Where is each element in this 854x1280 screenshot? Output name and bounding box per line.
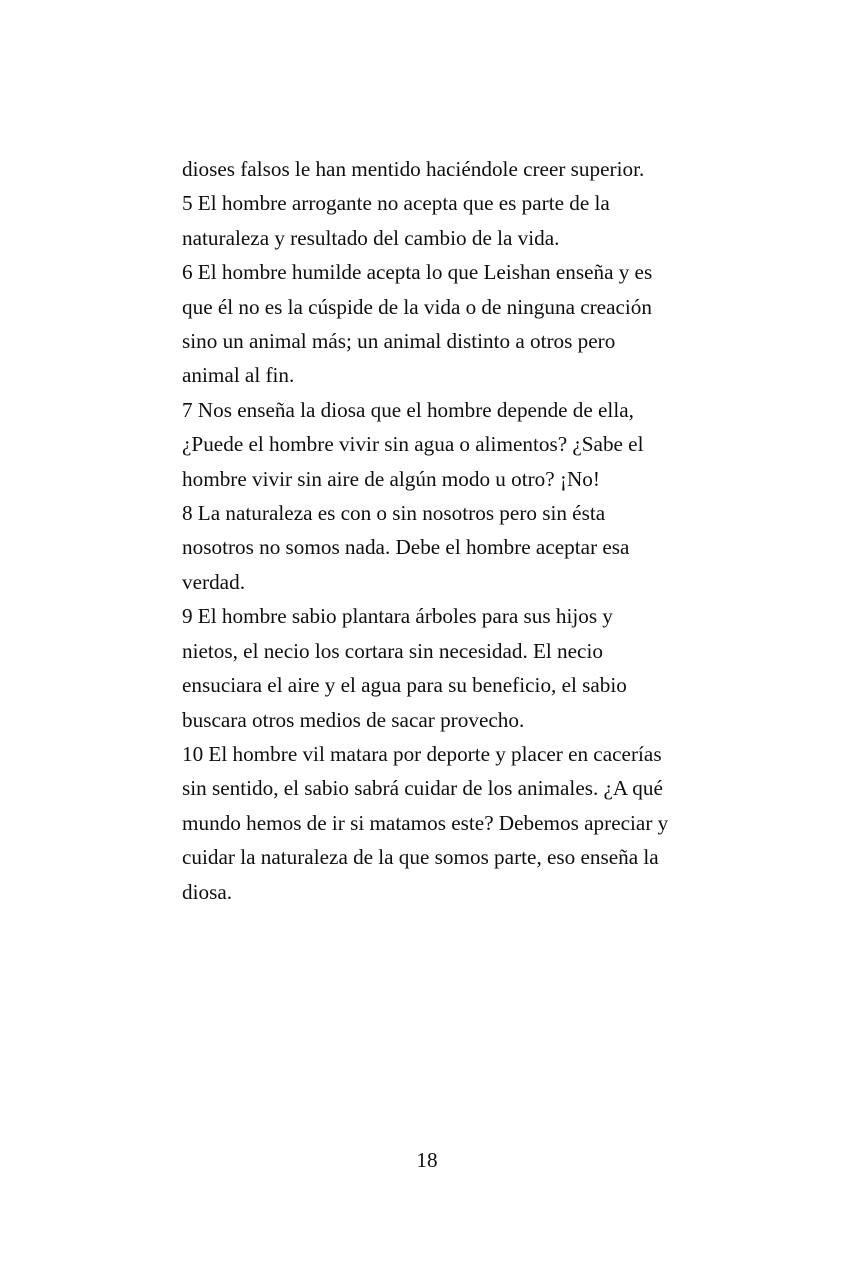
verse-6: 6 El hombre humilde acepta lo que Leishan enseña y es que él no es la cúspide de la vida o de ninguna creación sino un animal más; un animal distinto a otros pero animal al fin. (182, 260, 653, 388)
verse-7: 7 Nos enseña la diosa que el hombre depende de ella, ¿Puede el hombre vivir sin agua o alimentos? ¿Sabe el hombre vivir sin aire de algún modo u otro? ¡No! (182, 397, 644, 491)
body-text-column (182, 152, 674, 909)
verse-8: 8 La naturaleza es con o sin nosotros pero sin ésta nosotros no somos nada. Debe el hombre aceptar esa verdad. (182, 501, 630, 594)
verse-10: 10 El hombre vil matara por deporte y placer en cacerías sin sentido, el sabio sabrá cuidar de los animales. ¿A qué mundo hemos de ir si matamos este? Debemos apreciar y cuidar la naturaleza de la que somos parte, eso enseña la diosa. (182, 741, 669, 904)
verse-5: 5 El hombre arrogante no acepta que es parte de la naturaleza y resultado del cambio de la vida. (182, 191, 610, 250)
page-number: 18 (416, 1148, 438, 1172)
verse-9: 9 El hombre sabio plantara árboles para sus hijos y nietos, el necio los cortara sin necesidad. El necio ensuciara el aire y el agua para su beneficio, el sabio buscara otros medios de sacar provecho. (182, 604, 627, 732)
paragraph-continuation: dioses falsos le han mentido haciéndole creer superior. (182, 157, 645, 181)
